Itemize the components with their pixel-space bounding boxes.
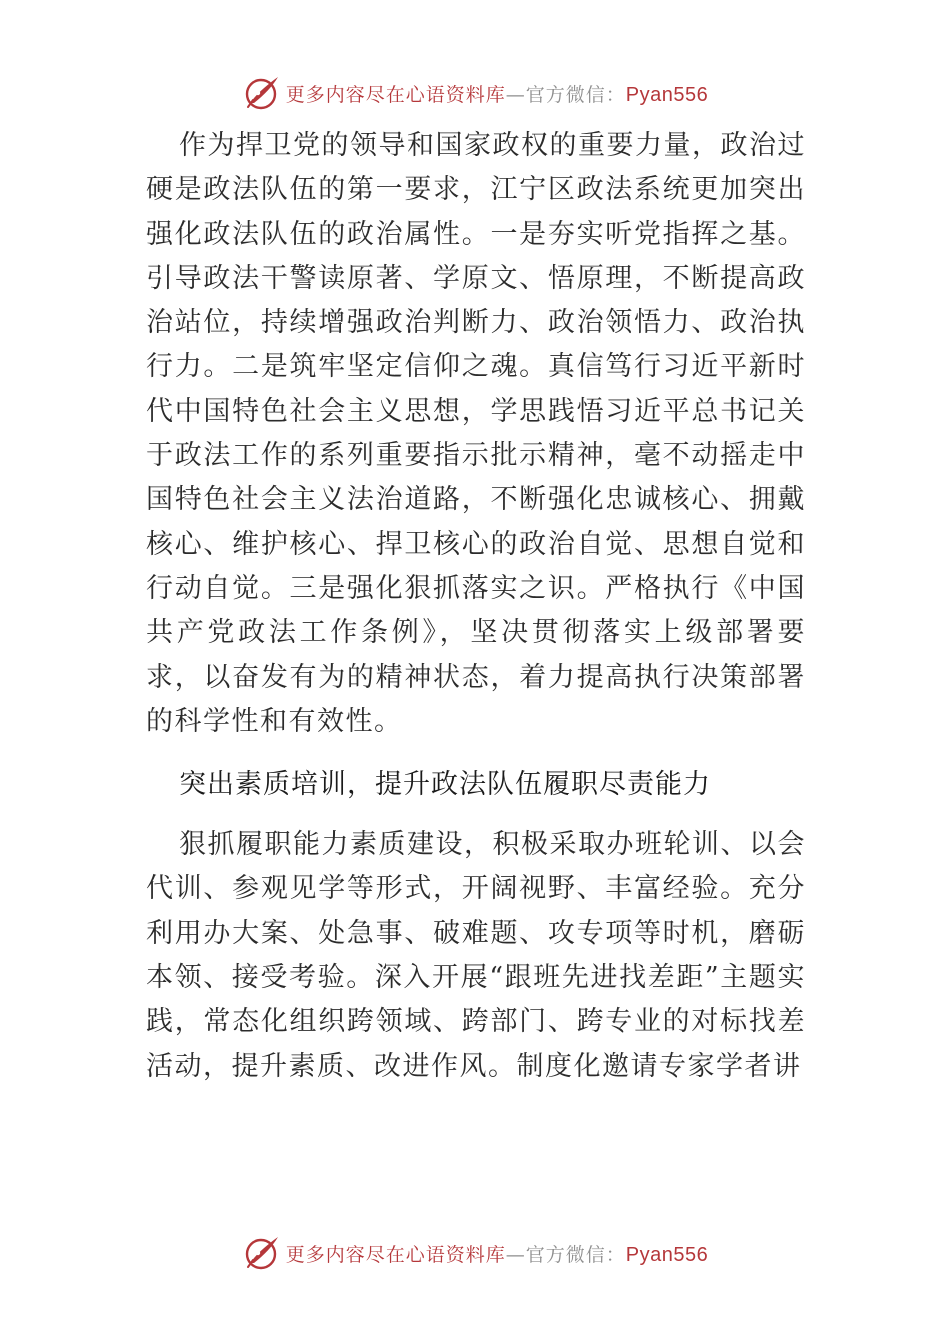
body-paragraph-1: 作为捍卫党的领导和国家政权的重要力量，政治过硬是政法队伍的第一要求，江宁区政法系统更加突出强化政法队伍的政治属性。一是夯实听党指挥之基。引导政法干警读原著、学原文、悟原理，不断提高政治站位，持续增强政治判断力、政治领悟力、政治执行力。二是筑牢坚定信仰之魂。真信笃行习近平新时代中国特色社会主义思想，学思践悟习近平总书记关于政法工作的系列重要指示批示精神，毫不动摇走中国特色社会主义法治道路，不断强化忠诚核心、拥戴核心、维护核心、捍卫核心的政治自觉、思想自觉和行动自觉。三是强化狠抓落实之识。严格执行《中国共产党政法工作条例》，坚决贯彻落实上级部署要求，以奋发有为的精神状态，着力提高执行决策部署的科学性和有效性。 <box>146 130 806 737</box>
footer-banner <box>0 1233 950 1273</box>
header-wechat-id: Pyan556 <box>625 83 709 106</box>
quill-pen-logo-icon <box>242 73 282 113</box>
document-body <box>146 124 806 1089</box>
footer-wechat-label: —官方微信： <box>505 1243 626 1266</box>
header-brand-text: 更多内容尽在心语资料库 <box>285 83 506 106</box>
footer-brand-text: 更多内容尽在心语资料库 <box>285 1243 506 1266</box>
header-banner <box>0 73 950 113</box>
header-wechat-label: —官方微信： <box>505 83 626 106</box>
body-paragraph-2: 狠抓履职能力素质建设，积极采取办班轮训、以会代训、参观见学等形式，开阔视野、丰富经验。充分利用办大案、处急事、破难题、攻专项等时机，磨砺本领、接受考验。深入开展“跟班先进找差距”主题实践，常态化组织跨领域、跨部门、跨专业的对标找差活动，提升素质、改进作风。制度化邀请专家学者讲 <box>146 829 806 1082</box>
quill-pen-logo-icon <box>242 1233 282 1273</box>
section-heading: 突出素质培训，提升政法队伍履职尽责能力 <box>179 769 711 801</box>
footer-wechat-id: Pyan556 <box>625 1243 709 1266</box>
